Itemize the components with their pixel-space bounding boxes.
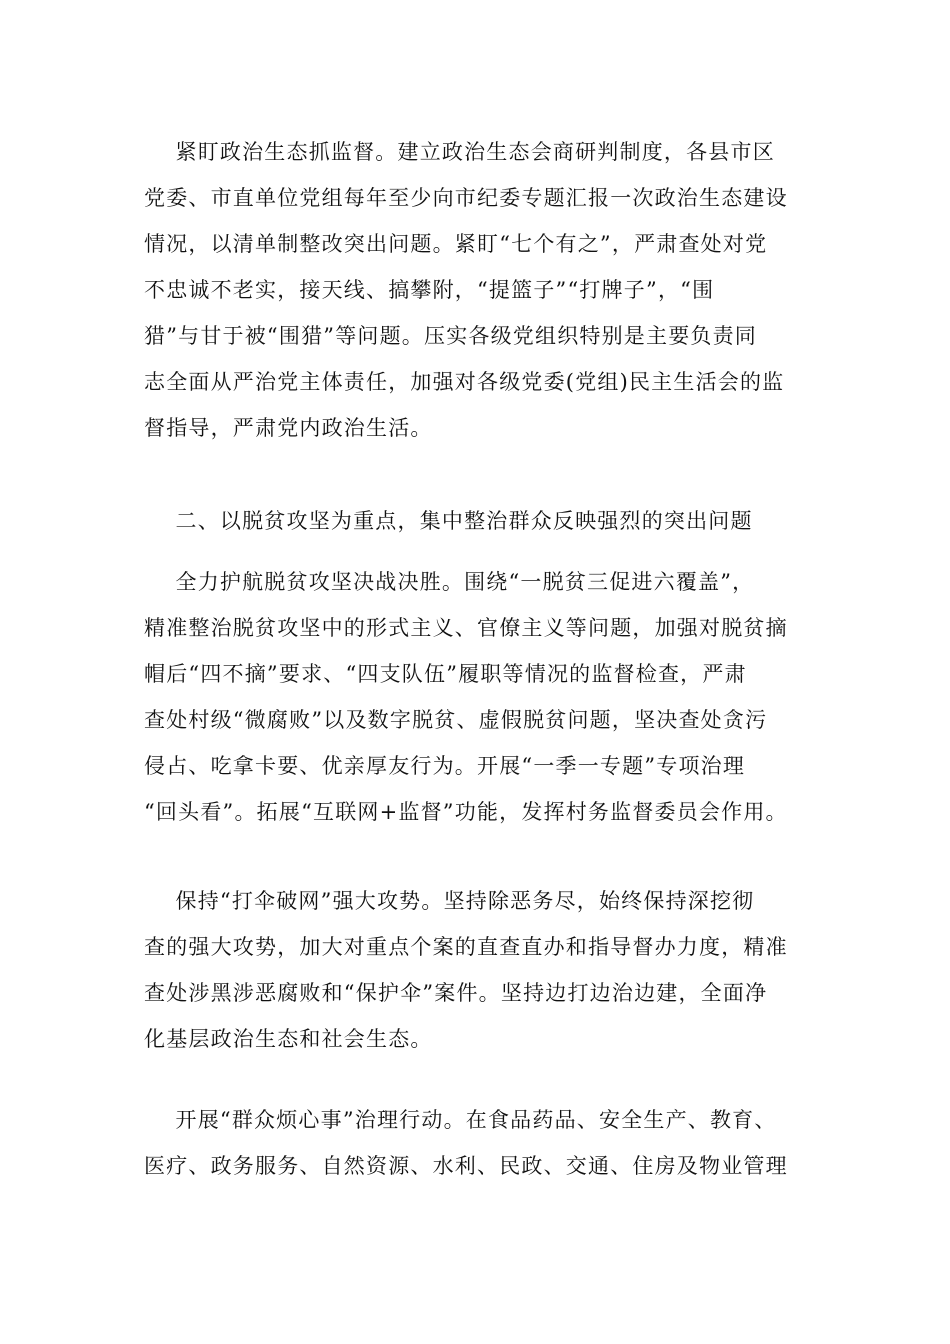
paragraph-poverty-alleviation [144,559,804,835]
text-line: 全力护航脱贫攻坚决战决胜。围绕“一脱贫三促进六覆盖”， [144,570,755,594]
paragraph-public-concerns [144,1097,804,1189]
section-heading-poverty-alleviation [144,498,804,544]
text-line: 帽后“四不摘”要求、“四支队伍”履职等情况的监督检查，严肃 [144,662,747,686]
text-line: 化基层政治生态和社会生态。 [144,1027,433,1051]
section-heading: 二、以脱贫攻坚为重点，集中整治群众反映强烈的突出问题 [144,509,753,533]
text-line: 查的强大攻势，加大对重点个案的直查直办和指导督办力度，精准 [144,935,788,959]
paragraph-umbrella-crackdown [144,878,804,1062]
text-line: 志全面从严治党主体责任，加强对各级党委(党组)民主生活会的监 [144,370,785,394]
text-line: 查处村级“微腐败”以及数字脱贫、虚假脱贫问题，坚决查处贪污 [144,708,768,732]
text-line: 党委、市直单位党组每年至少向市纪委专题汇报一次政治生态建设 [144,186,788,210]
paragraph-political-ecology [144,129,804,451]
text-line: 情况，以清单制整改突出问题。紧盯“七个有之”，严肃查处对党 [144,232,768,256]
text-line: 督指导，严肃党内政治生活。 [144,416,433,440]
text-line: 紧盯政治生态抓监督。建立政治生态会商研判制度，各县市区 [144,140,775,164]
text-line: 查处涉黑涉恶腐败和“保护伞”案件。坚持边打边治边建，全面净 [144,981,768,1005]
text-line: 不忠诚不老实，接天线、搞攀附，“提篮子”“打牌子”，“围 [144,278,715,302]
text-line: 开展“群众烦心事”治理行动。在食品药品、安全生产、教育、 [144,1108,777,1132]
text-line: 猎”与甘于被“围猎”等问题。压实各级党组织特别是主要负责同 [144,324,758,348]
text-line: 侵占、吃拿卡要、优亲厚友行为。开展“一季一专题”专项治理 [144,754,746,778]
text-line: 保持“打伞破网”强大攻势。坚持除恶务尽，始终保持深挖彻 [144,889,755,913]
text-line: “回头看”。拓展“互联网+监督”功能，发挥村务监督委员会作用。 [144,800,788,824]
text-line: 精准整治脱贫攻坚中的形式主义、官僚主义等问题，加强对脱贫摘 [144,616,788,640]
text-line: 医疗、政务服务、自然资源、水利、民政、交通、住房及物业管理 [144,1154,788,1178]
